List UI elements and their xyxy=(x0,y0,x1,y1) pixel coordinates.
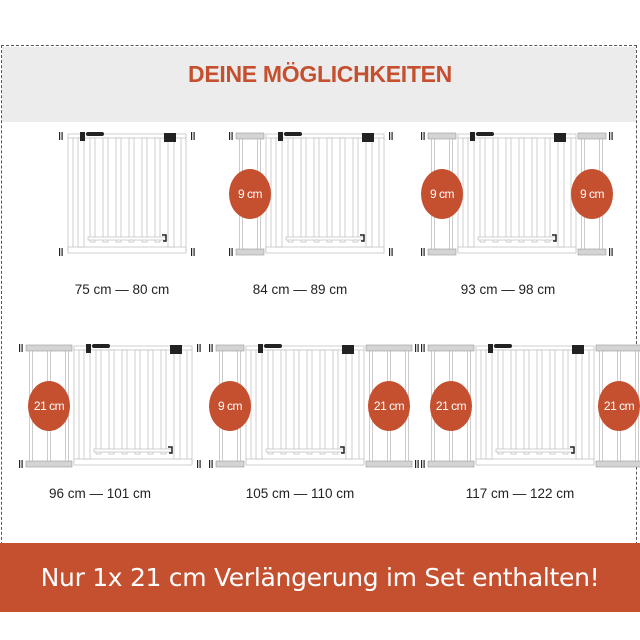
wall-mount-icon xyxy=(197,344,198,352)
gate-drawing xyxy=(68,132,186,253)
left-extension-badge: 21 cm xyxy=(430,381,472,431)
wall-mount-icon xyxy=(421,132,422,140)
hinge-icon xyxy=(488,344,493,353)
handle-icon xyxy=(284,132,302,136)
gate-illustration xyxy=(58,131,196,257)
handle-icon xyxy=(476,132,494,136)
width-range-label: 75 cm — 80 cm xyxy=(74,282,170,297)
wall-mount-icon xyxy=(191,132,192,140)
left-extension-badge: 9 cm xyxy=(209,381,251,431)
wall-mount-icon xyxy=(415,344,416,352)
wall-mount-icon xyxy=(59,132,60,140)
page-title: DEINE MÖGLICHKEITEN xyxy=(188,61,452,87)
gate-drawing xyxy=(266,132,384,253)
gate-drawing xyxy=(246,344,364,465)
latch-icon xyxy=(554,133,566,142)
width-range-label: 84 cm — 89 cm xyxy=(252,282,348,297)
hinge-icon xyxy=(470,132,475,141)
gate-drawing xyxy=(74,344,192,465)
wall-mount-icon xyxy=(421,344,422,352)
wall-mount-icon xyxy=(415,460,416,468)
latch-icon xyxy=(572,345,584,354)
wall-mount-icon xyxy=(389,248,390,256)
left-extension-badge: 9 cm xyxy=(421,169,463,219)
handle-icon xyxy=(92,344,110,348)
latch-icon xyxy=(362,133,374,142)
wall-mount-icon xyxy=(19,460,20,468)
right-extension-badge: 9 cm xyxy=(571,169,613,219)
wall-mount-icon xyxy=(229,132,230,140)
wall-mount-icon xyxy=(209,460,210,468)
wall-mount-icon xyxy=(421,248,422,256)
wall-mount-icon xyxy=(421,460,422,468)
wall-mount-icon xyxy=(609,248,610,256)
wall-mount-icon xyxy=(209,344,210,352)
handle-icon xyxy=(86,132,104,136)
latch-icon xyxy=(164,133,176,142)
right-extension-badge: 21 cm xyxy=(368,381,410,431)
latch-icon xyxy=(170,345,182,354)
wall-mount-icon xyxy=(191,248,192,256)
hinge-icon xyxy=(86,344,91,353)
handle-icon xyxy=(494,344,512,348)
gate-drawing xyxy=(476,344,594,465)
latch-icon xyxy=(342,345,354,354)
left-extension-badge: 9 cm xyxy=(229,169,271,219)
wall-mount-icon xyxy=(59,248,60,256)
wall-mount-icon xyxy=(389,132,390,140)
gate-drawing xyxy=(458,132,576,253)
hinge-icon xyxy=(258,344,263,353)
wall-mount-icon xyxy=(609,132,610,140)
hinge-icon xyxy=(80,132,85,141)
width-range-label: 93 cm — 98 cm xyxy=(460,282,556,297)
right-extension-badge: 21 cm xyxy=(598,381,640,431)
hinge-icon xyxy=(278,132,283,141)
left-extension-badge: 21 cm xyxy=(28,381,70,431)
handle-icon xyxy=(264,344,282,348)
wall-mount-icon xyxy=(197,460,198,468)
wall-mount-icon xyxy=(229,248,230,256)
width-range-label: 96 cm — 101 cm xyxy=(48,486,152,501)
width-range-label: 105 cm — 110 cm xyxy=(245,486,355,501)
extension-banner: Nur 1x 21 cm Verlängerung im Set enthalten! xyxy=(0,543,640,612)
width-range-label: 117 cm — 122 cm xyxy=(465,486,575,501)
gate-option-1 xyxy=(58,131,196,257)
wall-mount-icon xyxy=(19,344,20,352)
